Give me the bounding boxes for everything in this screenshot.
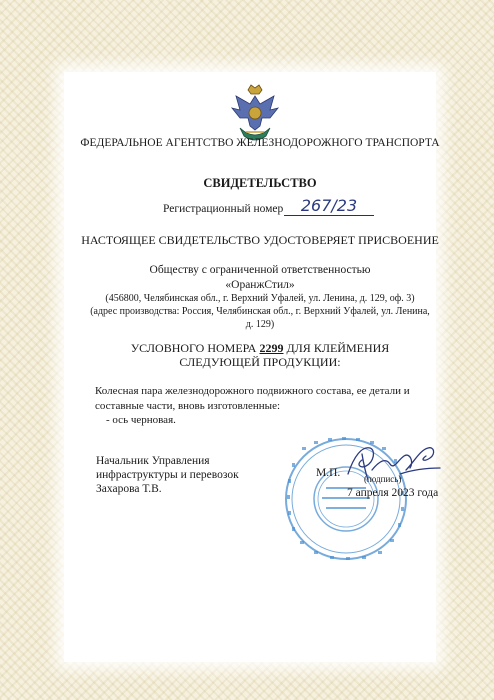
condition-line (80, 341, 440, 356)
legal-address: (456800, Челябинская обл., г. Верхний Уфалей, ул. Ленина, д. 129, оф. 3) (105, 293, 415, 304)
handwritten-signature-icon (340, 440, 445, 488)
registration-label: Регистрационный номер (163, 203, 284, 215)
registration-number: 267/23 (284, 196, 374, 216)
signature-label: (подпись) (364, 474, 402, 484)
condition-number: 2299 (259, 341, 284, 355)
condition-line-2: СЛЕДУЮЩЕЙ ПРОДУКЦИИ: (179, 355, 341, 369)
signer-position-cont: инфраструктуры и перевозок (96, 469, 239, 481)
condition-prefix: УСЛОВНОГО НОМЕРА (130, 341, 260, 355)
product-description-cont: составные части, вновь изготовленные: (95, 400, 281, 412)
condition-suffix: ДЛЯ КЛЕЙМЕНИЯ (283, 341, 390, 355)
production-address: (адрес производства: Россия, Челябинская обл., г. Верхний Уфалей, ул. Ленина, (90, 306, 430, 317)
signer-name: Захарова Т.В. (96, 483, 162, 495)
document-title: СВИДЕТЕЛЬСТВО (203, 176, 317, 190)
issue-date: 7 апреля 2023 года (347, 487, 439, 499)
eagle-emblem-icon (226, 82, 284, 144)
seal-label: М.П. (316, 467, 341, 479)
organization-type: Обществу с ограниченной ответственностью (149, 264, 371, 276)
certifies-heading: НАСТОЯЩЕЕ СВИДЕТЕЛЬСТВО УДОСТОВЕРЯЕТ ПРИСВОЕНИЕ (81, 233, 439, 247)
signer-position: Начальник Управления (96, 455, 210, 467)
product-description: Колесная пара железнодорожного подвижного состава, ее детали и (95, 385, 410, 397)
product-item: - ось черновая. (106, 414, 176, 426)
production-address-cont: д. 129) (245, 319, 275, 330)
organization-name: «ОранжСтил» (225, 279, 295, 291)
agency-name: ФЕДЕРАЛЬНОЕ АГЕНТСТВО ЖЕЛЕЗНОДОРОЖНОГО ТРАНСПОРТА (80, 137, 440, 149)
